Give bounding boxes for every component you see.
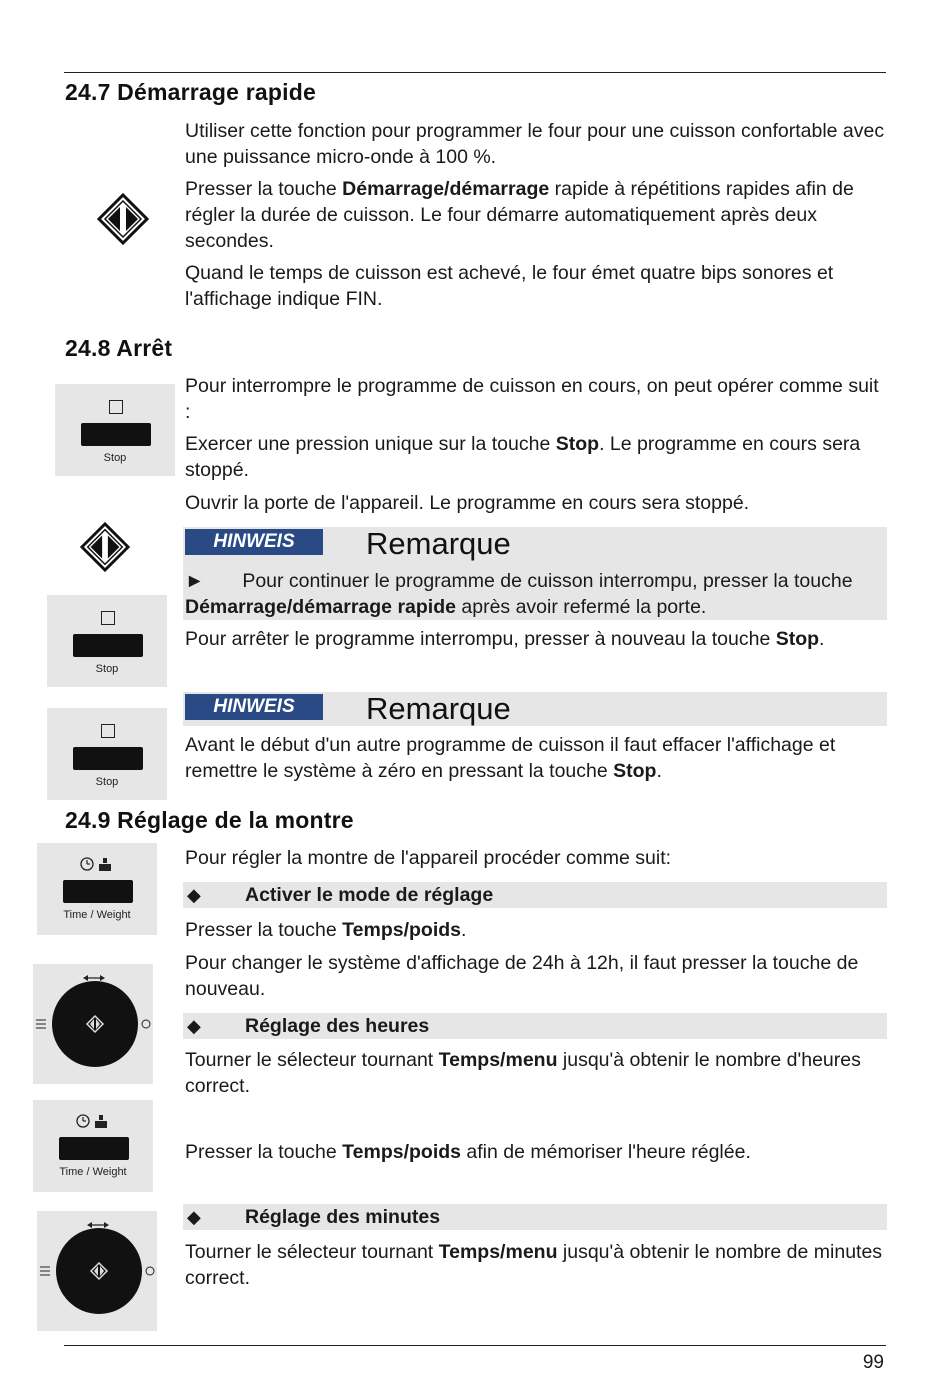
- note-header: [183, 692, 887, 726]
- time-weight-key-icon: [33, 1100, 153, 1192]
- stop-key-icon: [47, 708, 167, 800]
- paragraph: Presser la touche Temps/poids afin de mémoriser l'heure réglée.: [185, 1141, 751, 1163]
- stop-key-icon: [55, 384, 175, 476]
- time-weight-key-icon: [37, 843, 157, 935]
- square-icon: [101, 611, 115, 625]
- hinweis-badge: HINWEIS: [185, 694, 323, 720]
- subheading-bar: [183, 1013, 887, 1039]
- paragraph: Ouvrir la porte de l'appareil. Le programme en cours sera stoppé.: [185, 492, 750, 514]
- paragraph: Pour régler la montre de l'appareil procéder comme suit:: [185, 847, 672, 869]
- bottom-rule: [64, 1345, 886, 1346]
- paragraph: Pour interrompre le programme de cuisson en cours, on peut opérer comme suit :: [185, 375, 879, 423]
- hinweis-badge: HINWEIS: [185, 529, 323, 555]
- paragraph: Tourner le sélecteur tournant Temps/menu jusqu'à obtenir le nombre d'heures correct.: [185, 1049, 861, 1097]
- paragraph: Pour arrêter le programme interrompu, presser à nouveau la touche Stop.: [185, 628, 825, 650]
- key-label: Stop: [103, 452, 127, 464]
- subheading-bar: [183, 1204, 887, 1230]
- key-label: Stop: [95, 776, 119, 788]
- paragraph: Quand le temps de cuisson est achevé, le four émet quatre bips sonores et l'affichage indique FIN.: [185, 262, 834, 310]
- diamond-bullet-icon: ◆: [187, 1016, 201, 1036]
- subheading-bar: [183, 882, 887, 908]
- page-number: 99: [862, 1352, 884, 1373]
- start-diamond-icon: [80, 522, 130, 572]
- diamond-bullet-icon: ◆: [187, 885, 201, 905]
- section-title-24-7: 24.7 Démarrage rapide: [65, 79, 316, 105]
- paragraph: Presser la touche Temps/poids.: [185, 919, 467, 941]
- paragraph: Pour changer le système d'affichage de 24h à 12h, il faut presser la touche de nouveau.: [185, 952, 859, 1000]
- section-title-24-8: 24.8 Arrêt: [65, 335, 173, 361]
- note-text: Avant le début d'un autre programme de cuisson il faut effacer l'affichage et remettre le système à zéro en pressant la touche Stop.: [185, 734, 836, 782]
- key-label: Stop: [95, 663, 119, 675]
- subheading: Réglage des minutes: [245, 1206, 441, 1228]
- subheading: Activer le mode de réglage: [245, 884, 494, 906]
- clock-scale-icon: [79, 855, 119, 873]
- rotary-dial-icon: [37, 1211, 157, 1331]
- key-label: Time / Weight: [59, 1166, 127, 1178]
- start-diamond-icon: [97, 193, 149, 245]
- square-icon: [101, 724, 115, 738]
- rotary-dial-icon: [33, 964, 153, 1084]
- subheading: Réglage des heures: [245, 1015, 430, 1037]
- stop-key-icon: [47, 595, 167, 687]
- paragraph: Utiliser cette fonction pour programmer le four pour une cuisson confortable avec une puissance micro-onde à 100 %.: [185, 120, 885, 168]
- note-text: ► Pour continuer le programme de cuisson interrompu, presser la touche Démarrage/démarrage rapide après avoir refermé la porte.: [185, 570, 853, 618]
- square-icon: [109, 400, 123, 414]
- note-heading: Remarque: [366, 691, 511, 726]
- clock-scale-icon: [75, 1112, 115, 1130]
- section-title-24-9: 24.9 Réglage de la montre: [65, 807, 354, 833]
- key-label: Time / Weight: [63, 909, 131, 921]
- diamond-bullet-icon: ◆: [187, 1207, 201, 1227]
- paragraph: Tourner le sélecteur tournant Temps/menu jusqu'à obtenir le nombre de minutes correct.: [185, 1241, 883, 1289]
- top-rule: [64, 72, 886, 73]
- note-heading: Remarque: [366, 526, 511, 561]
- note-header: [183, 527, 887, 561]
- paragraph: Presser la touche Démarrage/démarrage rapide à répétitions rapides afin de régler la durée de cuisson. Le four démarre automatiquement après deux secondes.: [185, 178, 854, 252]
- paragraph: Exercer une pression unique sur la touche Stop. Le programme en cours sera stoppé.: [185, 433, 861, 481]
